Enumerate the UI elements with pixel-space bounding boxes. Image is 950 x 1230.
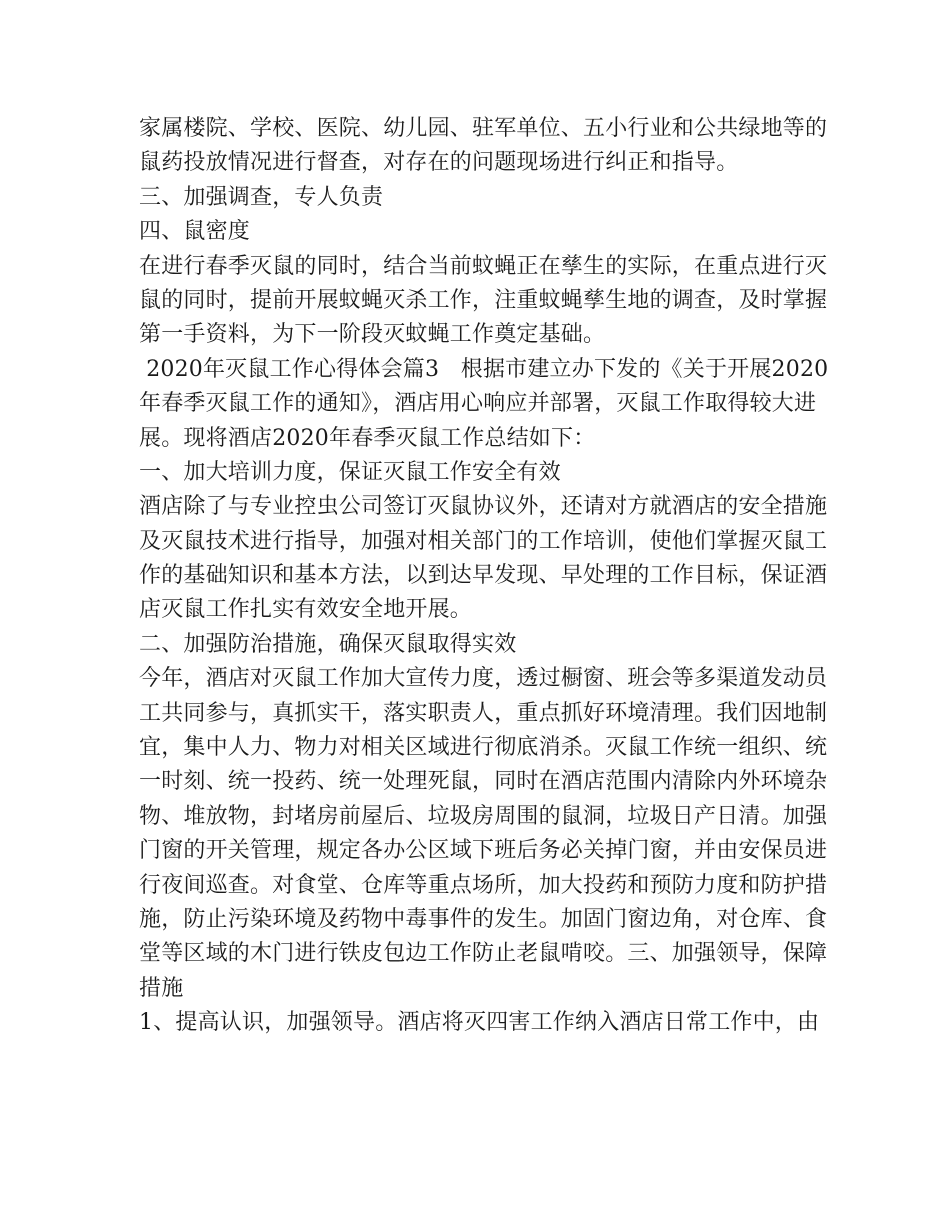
- text-line: 措施: [139, 975, 184, 1001]
- text-line: 鼠的同时，提前开展蚊蝇灭杀工作，注重蚊蝇孳生地的调查，及时掌握: [139, 287, 828, 313]
- document-body: [139, 112, 829, 1041]
- section-heading: 四、鼠密度: [139, 219, 251, 245]
- text-line: 展。现将酒店2020年春季灭鼠工作总结如下：: [139, 425, 596, 451]
- text-line: 家属楼院、学校、医院、幼儿园、驻军单位、五小行业和公共绿地等的: [139, 116, 828, 141]
- text-line: 工共同参与，真抓实干，落实职责人，重点抓好环境清理。我们因地制: [139, 700, 828, 726]
- text-line: 1、提高认识，加强领导。酒店将灭四害工作纳入酒店日常工作中，由: [139, 1010, 820, 1036]
- text-line: 第一手资料，为下一阶段灭蚊蝇工作奠定基础。: [139, 322, 606, 348]
- text-line: 今年，酒店对灭鼠工作加大宣传力度，透过橱窗、班会等多渠道发动员: [139, 666, 828, 692]
- section-heading: 一、加大培训力度，保证灭鼠工作安全有效: [139, 459, 561, 485]
- text-line: 作的基础知识和基本方法，以到达早发现、早处理的工作目标，保证酒: [139, 563, 828, 589]
- text-line: 行夜间巡查。对食堂、仓库等重点场所，加大投药和预防力度和防护措: [139, 872, 828, 898]
- text-line: 酒店除了与专业控虫公司签订灭鼠协议外，还请对方就酒店的安全措施: [139, 494, 828, 520]
- text-line: 鼠药投放情况进行督查，对存在的问题现场进行纠正和指导。: [139, 150, 739, 176]
- text-line: 宜，集中人力、物力对相关区域进行彻底消杀。灭鼠工作统一组织、统: [139, 735, 828, 761]
- text-line: 在进行春季灭鼠的同时，结合当前蚊蝇正在孳生的实际，在重点进行灭: [139, 253, 828, 279]
- text-line: 一时刻、统一投药、统一处理死鼠，同时在酒店范围内清除内外环境杂: [139, 769, 828, 795]
- text-line: 年春季灭鼠工作的通知》，酒店用心响应并部署，灭鼠工作取得较大进: [139, 391, 817, 417]
- text-line: 店灭鼠工作扎实有效安全地开展。: [139, 597, 473, 623]
- text-line: 2020年灭鼠工作心得体会篇3 根据市建立办下发的《关于开展2020: [139, 356, 829, 382]
- text-line: 施，防止污染环境及药物中毒事件的发生。加固门窗边角，对仓库、食: [139, 906, 828, 932]
- section-heading: 二、加强防治措施，确保灭鼠取得实效: [139, 631, 517, 657]
- section-heading: 三、加强调查，专人负责: [139, 184, 384, 210]
- text-line: 门窗的开关管理，规定各办公区域下班后务必关掉门窗，并由安保员进: [139, 838, 828, 864]
- text-line: 堂等区域的木门进行铁皮包边工作防止老鼠啃咬。三、加强领导，保障: [139, 941, 828, 967]
- text-line: 物、堆放物，封堵房前屋后、垃圾房周围的鼠洞，垃圾日产日清。加强: [139, 803, 828, 829]
- text-line: 及灭鼠技术进行指导，加强对相关部门的工作培训，使他们掌握灭鼠工: [139, 528, 828, 554]
